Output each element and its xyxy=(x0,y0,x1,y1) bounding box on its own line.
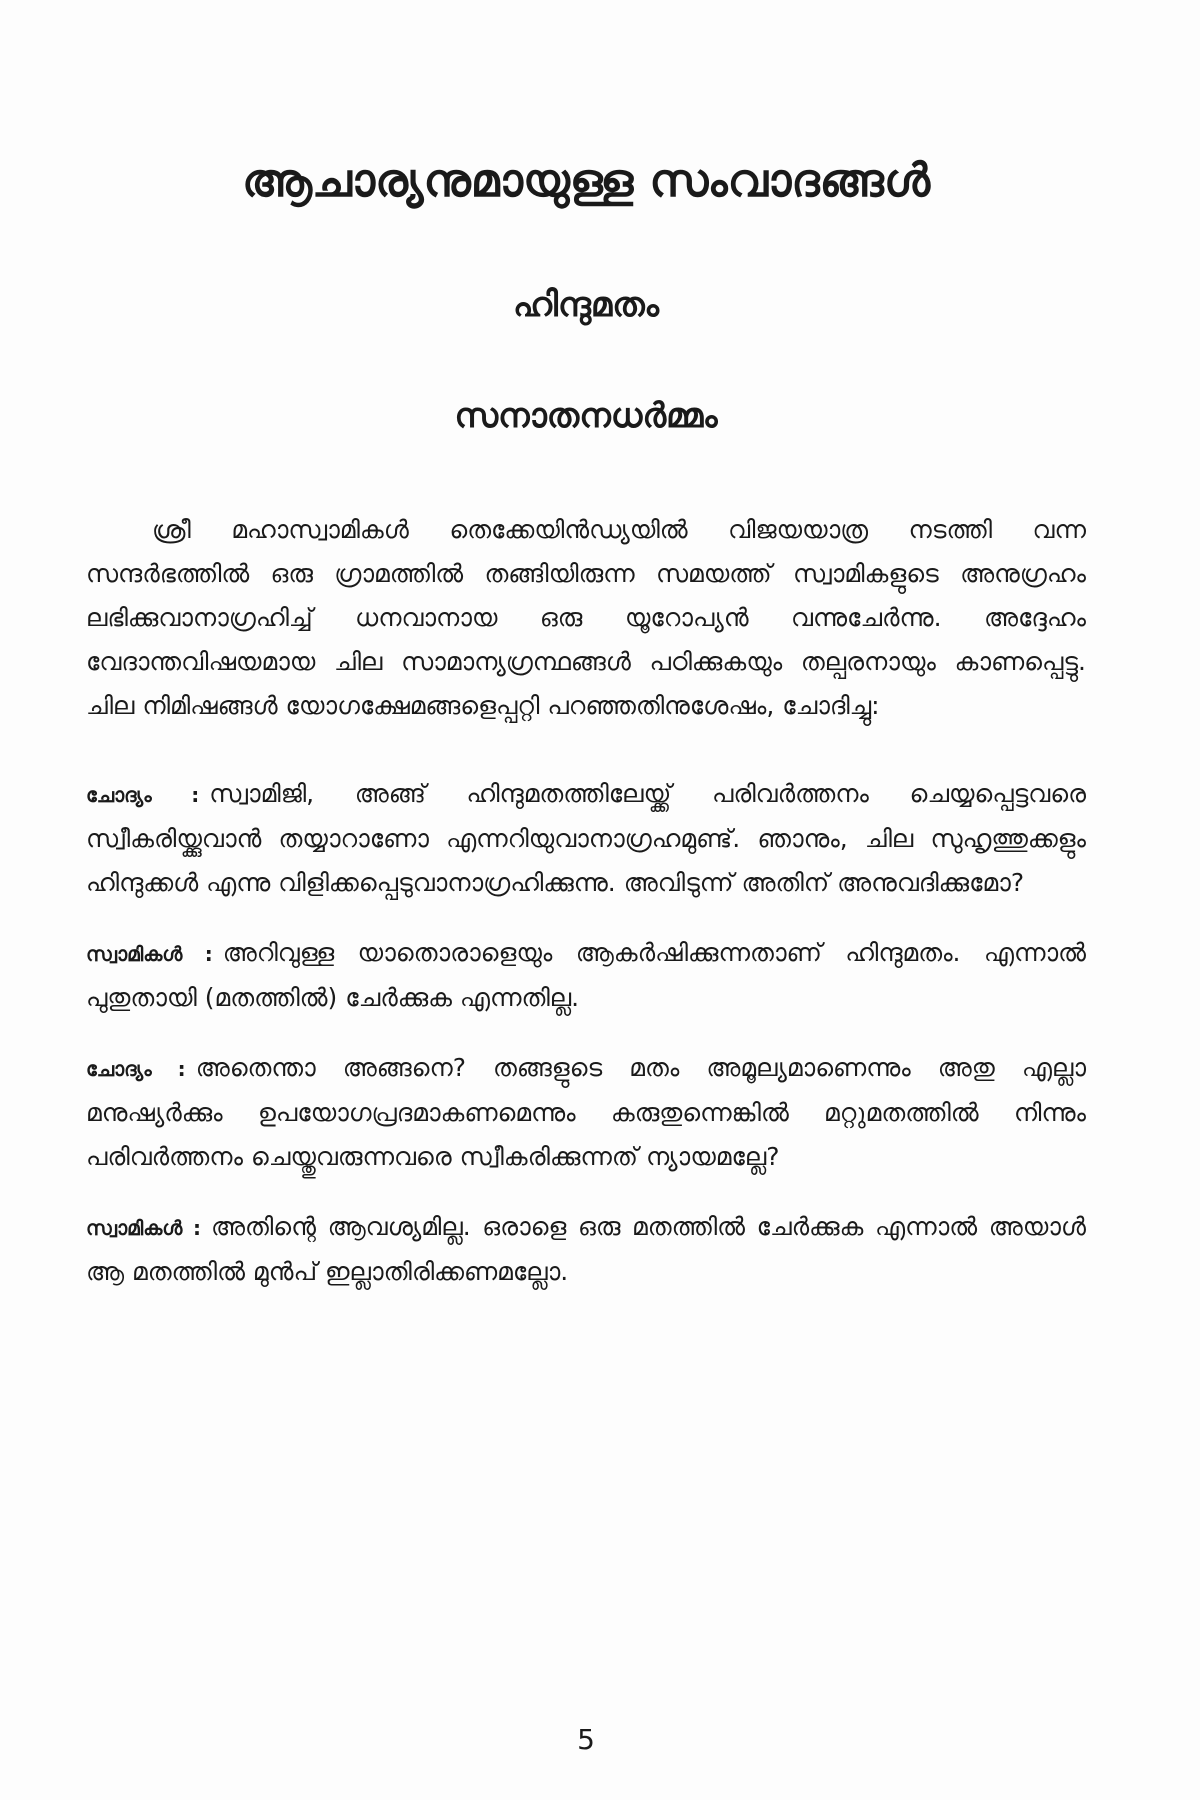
intro-paragraph: ശ്രീ മഹാസ്വാമികൾ തെക്കേയിൻഡ്യയിൽ വിജയയാത്ര നടത്തി വന്ന സന്ദർഭത്തിൽ ഒരു ഗ്രാമത്തിൽ തങ്ങിയിരുന്ന സമയത്ത് സ്വാമികളുടെ അനുഗ്രഹം ലഭിക്കുവാനാഗ്രഹിച്ച് ധനവാനായ ഒരു യൂറോപ്യൻ വന്നുചേർന്നു. അദ്ദേഹം വേദാന്തവിഷയമായ ചില സാമാന്യഗ്രന്ഥങ്ങൾ പഠിക്കുകയും തല്പരനായും കാണപ്പെട്ടു. ചില നിമിഷങ്ങൾ യോഗക്ഷേമങ്ങളെപ്പറ്റി പറഞ്ഞതിനുശേഷം, ചോദിച്ചു: xyxy=(86,515,1086,720)
dialogue-text: സ്വാമിജി, അങ്ങ് ഹിന്ദുമതത്തിലേയ്ക്ക് പരിവർത്തനം ചെയ്യപ്പെട്ടവരെ സ്വീകരിയ്ക്കുവാൻ തയ്യാറാണോ എന്നറിയുവാനാഗ്രഹമുണ്ട്. ഞാനും, ചില സുഹൃത്തുക്കളും ഹിന്ദുക്കൾ എന്നു വിളിക്കപ്പെടുവാനാഗ്രഹിക്കുന്നു. അവിടുന്ന് അതിന് അനുവദിക്കുമോ? xyxy=(86,779,1087,897)
dialogue-question-1 xyxy=(86,772,1086,905)
chapter-title: ഹിന്ദുമതം xyxy=(513,285,659,325)
speaker-label: സ്വാമികൾ : xyxy=(86,1216,201,1240)
dialogue-answer-1 xyxy=(86,931,1086,1020)
speaker-label: ചോദ്യം : xyxy=(86,1057,186,1081)
dialogue-answer-2 xyxy=(86,1205,1086,1294)
speaker-label: ചോദ്യം : xyxy=(86,783,200,807)
dialogue-text: അതെന്താ അങ്ങനെ? തങ്ങളുടെ മതം അമൂല്യമാണെന്നും അതു എല്ലാ മനുഷ്യർക്കും ഉപയോഗപ്രദമാകണമെന്നും കരുതുന്നെങ്കിൽ മറ്റുമതത്തിൽ നിന്നും പരിവർത്തനം ചെയ്തുവരുന്നവരെ സ്വീകരിക്കുന്നത് ന്യായമല്ലേ? xyxy=(86,1053,1086,1171)
page-title: ആചാര്യനുമായുള്ള സംവാദങ്ങൾ xyxy=(241,153,931,207)
body-text xyxy=(86,508,1086,1320)
dialogue-text: അറിവുള്ള യാതൊരാളെയും ആകർഷിക്കുന്നതാണ് ഹിന്ദുമതം. എന്നാൽ പുതുതായി (മതത്തിൽ) ചേർക്കുക എന്നതില്ല. xyxy=(86,938,1086,1012)
dialogue-question-2 xyxy=(86,1046,1086,1179)
section-title: സനാതനധർമ്മം xyxy=(454,396,718,436)
dialogue-text: അതിന്റെ ആവശ്യമില്ല. ഒരാളെ ഒരു മതത്തിൽ ചേർക്കുക എന്നാൽ അയാൾ ആ മതത്തിൽ മുൻപ് ഇല്ലാതിരിക്കണമല്ലോ. xyxy=(86,1212,1087,1286)
speaker-label: സ്വാമികൾ : xyxy=(86,942,213,966)
book-page xyxy=(86,0,1086,1800)
page-number: 5 xyxy=(577,1723,595,1756)
